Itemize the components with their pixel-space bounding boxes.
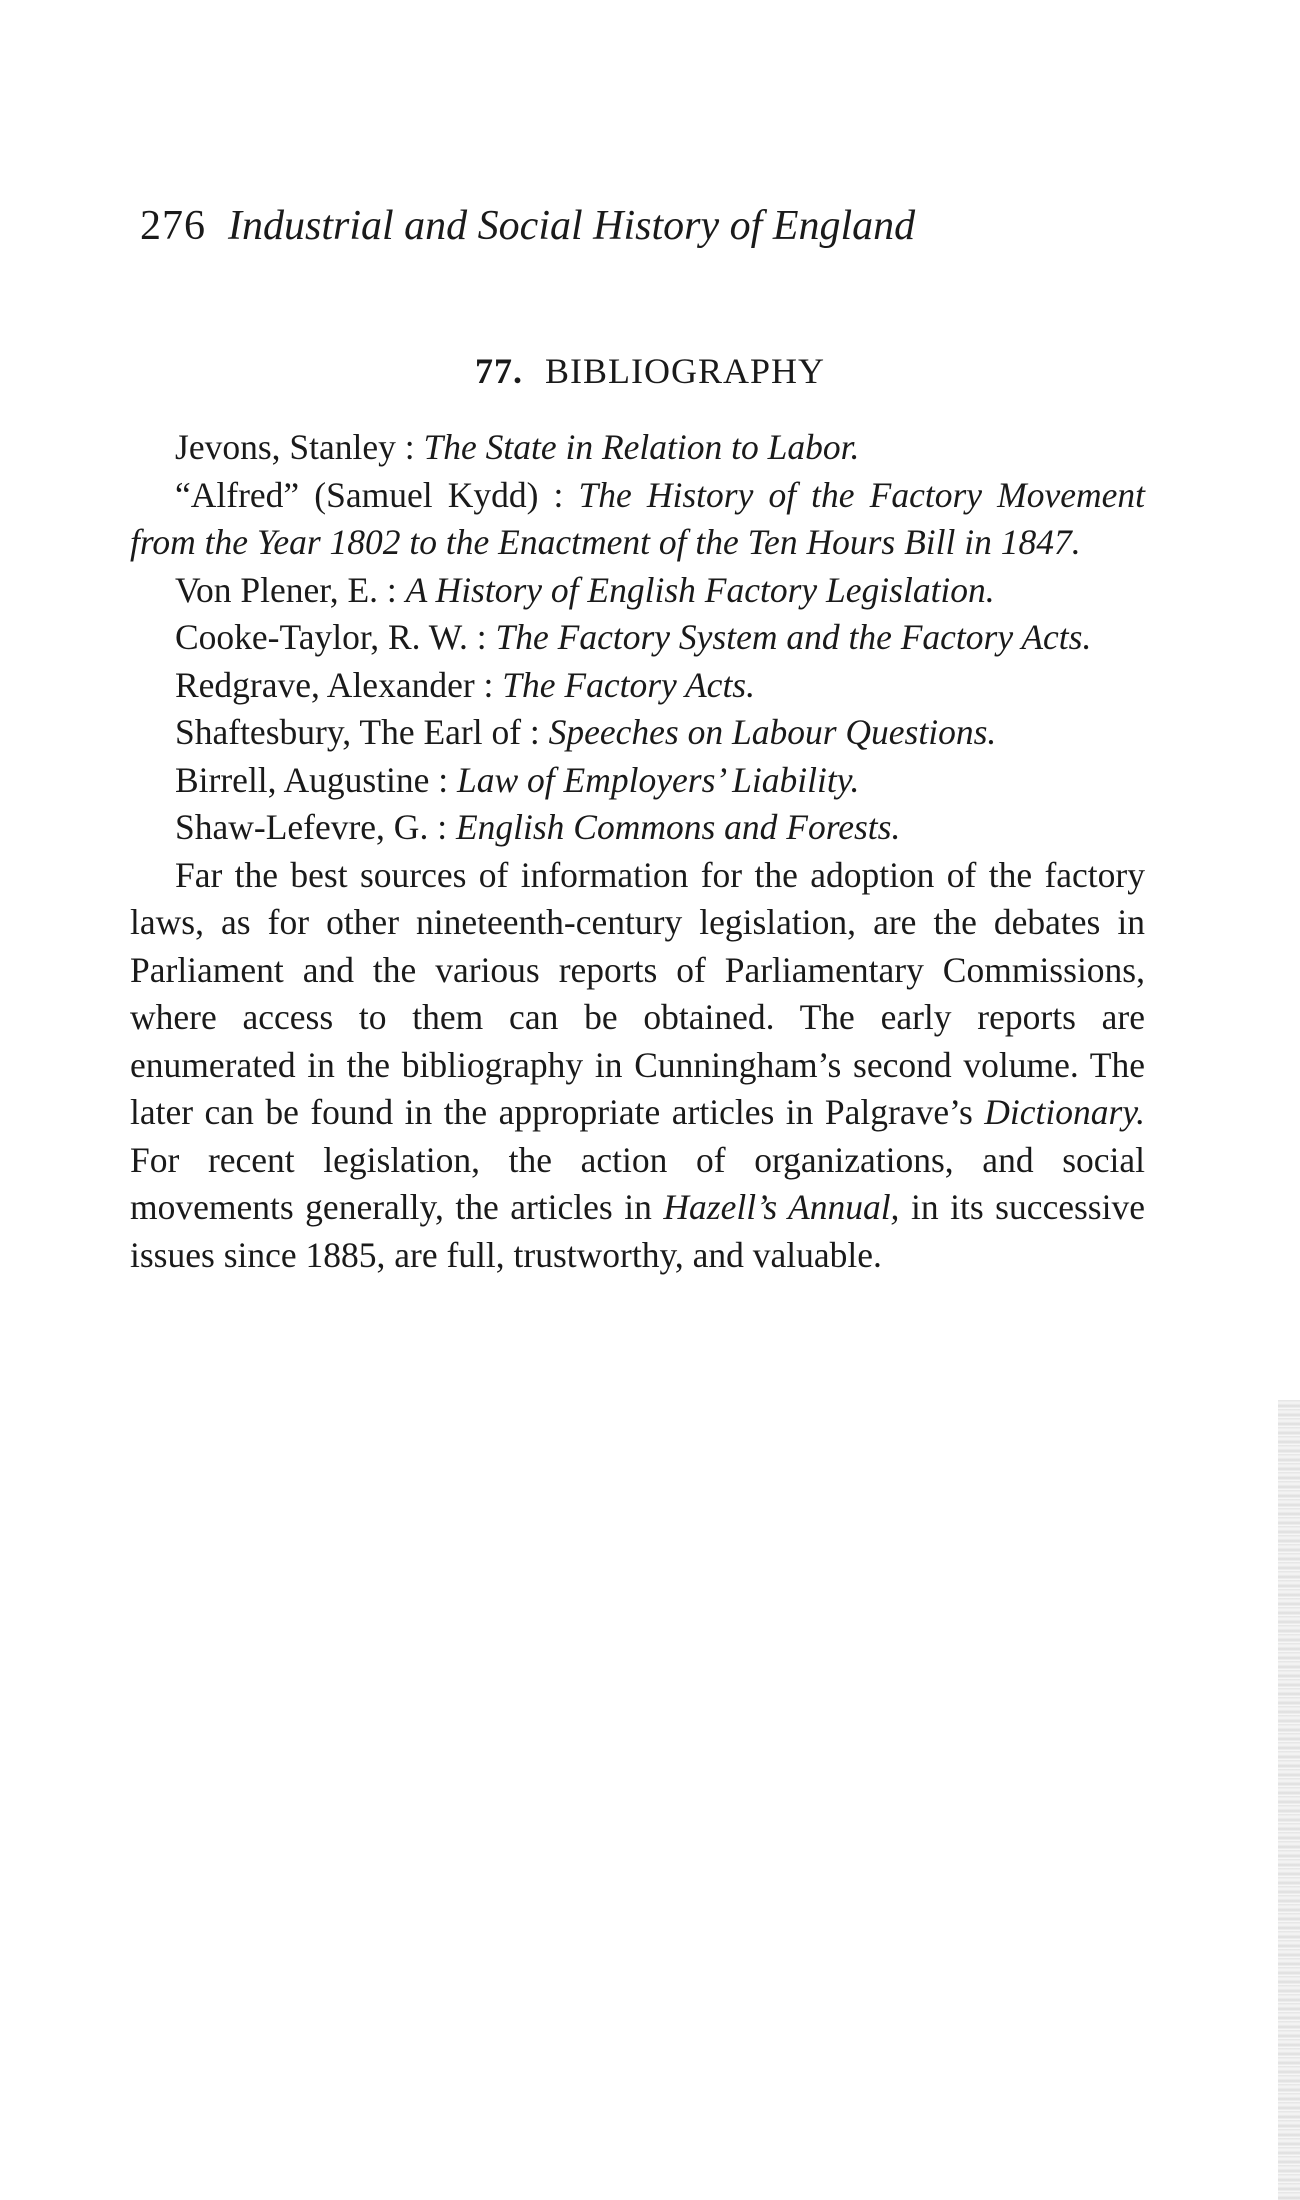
bibliography-entry (130, 567, 1145, 615)
bibliography-entry (130, 614, 1145, 662)
entry-work: Law of Employers’ Liability. (457, 759, 860, 800)
section-number: 77. (474, 351, 523, 391)
running-title: Industrial and Social History of England (228, 203, 916, 249)
entry-work: The State in Relation to Labor. (423, 427, 860, 467)
running-header (140, 196, 1140, 256)
paragraph-italic-title: Hazell’s Annual, (663, 1187, 900, 1227)
paragraph-text: in its successive issues since 1885, are full, trustworthy, and valuable. (130, 1187, 1145, 1275)
entry-author: Shaw-Lefevre, G. : (175, 807, 456, 847)
bibliography-entry (130, 709, 1145, 757)
entry-author: Von Plener, E. : (175, 569, 406, 610)
section-heading (0, 346, 1300, 396)
bibliography-entry (130, 757, 1145, 805)
entry-work: The Factory System and the Factory Acts. (495, 617, 1092, 657)
bibliography-entry (130, 472, 1145, 567)
paragraph-italic-title: Dictionary. (984, 1092, 1145, 1132)
entry-work: Speeches on Labour Questions. (548, 712, 997, 752)
entry-author: Birrell, Augustine : (175, 759, 458, 800)
bibliography-entry (130, 662, 1145, 710)
page-number: 276 (140, 203, 206, 249)
section-title: BIBLIOGRAPHY (544, 351, 825, 391)
entry-work: The Factory Acts. (502, 664, 755, 705)
sources-paragraph (130, 852, 1145, 1280)
paragraph-text: Far the best sources of information for the adoption of the factory laws, as for other nineteenth-century legislation, are the debates in Parliament and the various reports of Parliamentary Commissions, where access to them can be obtained. The early reports are enumerated in the bibliography in Cunningham’s second volume. The later can be found in the appropriate articles in Palgrave’s (130, 854, 1145, 1132)
entry-author: Shaftesbury, The Earl of : (175, 712, 549, 752)
bibliography-entry (130, 804, 1145, 852)
entry-author: “Alfred” (Samuel Kydd) : (175, 474, 579, 515)
entry-author: Redgrave, Alexander : (175, 664, 503, 705)
bibliography-body (130, 424, 1145, 1279)
entry-work: English Commons and Forests. (455, 807, 901, 847)
bibliography-entry (130, 424, 1145, 472)
entry-work: The History of the Factory Movement from the Year 1802 to the Enactment of the Ten Hours Bill in 1847. (130, 474, 1145, 562)
entry-author: Jevons, Stanley : (175, 427, 424, 467)
entry-work: A History of English Factory Legislation. (405, 569, 995, 610)
paragraph-text: For recent legislation, the action of organizations, and social movements generally, the articles in (130, 1139, 1145, 1227)
page-edge-shadow (1278, 1400, 1300, 2200)
entry-author: Cooke-Taylor, R. W. : (175, 617, 496, 657)
